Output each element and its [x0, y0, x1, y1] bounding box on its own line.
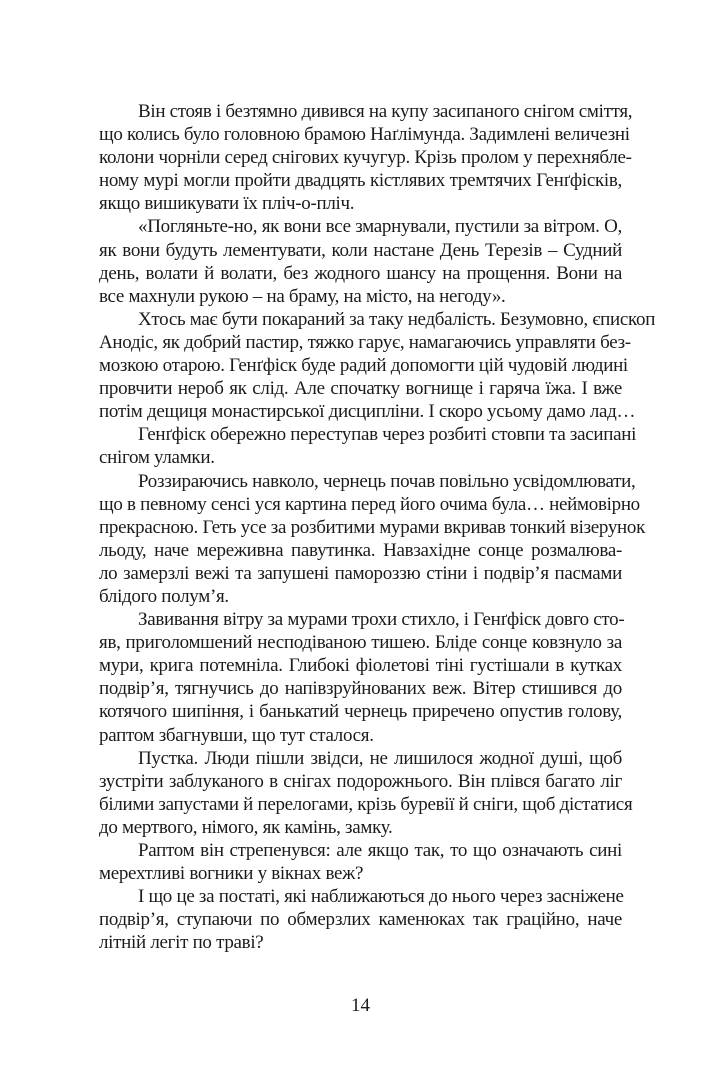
- text-line: Хтось має бути покараний за таку недбалість. Безумовно, єпископ: [138, 308, 656, 330]
- text-line: що в певному сенсі уся картина перед його очима була… неймовірно: [99, 493, 640, 515]
- text-line: Генґфіск обережно переступав через розбиті стовпи та засипані: [138, 424, 637, 446]
- text-line: якщо вишикувати їх пліч-о-пліч.: [99, 193, 355, 215]
- text-line: Раптом він стрепенувся: але якщо так, то що означають сині: [138, 840, 622, 861]
- text-line: білими запустами й перелогами, крізь буревії й сніги, щоб дістатися: [99, 793, 633, 815]
- text-line: все махнули рукою – на браму, на місто, на негоду».: [99, 285, 506, 307]
- text-line: льоду, наче мереживна павутинка. Навзахідне сонце розмалюва-: [99, 539, 622, 561]
- text-line: до мертвого, німого, як камінь, замку.: [99, 816, 393, 838]
- text-line: Завивання вітру за мурами трохи стихло, і Генґфіск довго сто-: [138, 609, 625, 631]
- text-line: літній легіт по траві?: [99, 932, 264, 954]
- text-line: що колись було головною брамою Наґлімунда. Задимлені величезні: [99, 124, 630, 146]
- text-line: провчити нероб як слід. Але спочатку вогнище і гаряча їжа. І вже: [99, 378, 622, 400]
- text-line: Він стояв і безтямно дивився на купу засипаного снігом сміття,: [138, 101, 633, 122]
- text-line: снігом уламки.: [99, 447, 215, 469]
- text-line: потім дещиця монастирської дисципліни. І скоро усьому дамо лад…: [99, 401, 636, 423]
- text-line: прекрасною. Геть усе за розбитими мурами вкривав тонкий візерунок: [99, 516, 646, 538]
- text-line: раптом збагнувши, що тут сталося.: [99, 724, 374, 746]
- text-line: подвір’я, ступаючи по обмерзлих каменюках так граційно, наче: [99, 909, 622, 931]
- text-line: котячого шипіння, і банькатий чернець приречено опустив голову,: [99, 701, 622, 723]
- text-line: мури, крига потемніла. Глибокі фіолетові тіні густішали в кутках: [99, 655, 622, 677]
- text-line: блідого полум’я.: [99, 585, 229, 607]
- text-line: мерехтливі вогники у вікнах веж?: [99, 863, 364, 885]
- book-text: [99, 100, 656, 954]
- text-line: яв, приголомшений несподіваною тишею. Бліде сонце ковзнуло за: [99, 632, 622, 654]
- text-line: зустріти заблуканого в снігах подорожнього. Він плівся багато ліг: [99, 770, 622, 792]
- text-line: колони чорніли серед снігових кучугур. Крізь пролом у перехнябле-: [99, 147, 632, 169]
- text-line: Роззираючись навколо, чернець почав повільно усвідомлювати,: [138, 470, 636, 492]
- text-line: ному мурі могли пройти двадцять кістлявих тремтячих Генґфісків,: [99, 170, 622, 192]
- text-line: Анодіс, як добрий пастир, тяжко гарує, намагаючись управляти без-: [99, 331, 631, 353]
- text-line: ло замерзлі вежі та запушені памороззю стіни і подвір’я пасмами: [99, 562, 622, 584]
- text-line: «Погляньте-но, як вони все змарнували, пустили за вітром. О,: [138, 216, 622, 238]
- text-line: як вони будуть лементувати, коли настане День Терезів – Судний: [99, 239, 622, 261]
- text-line: подвір’я, тягнучись до напівзруйнованих веж. Вітер стишився до: [99, 678, 622, 700]
- text-line: день, волати й волати, без жодного шансу на прощення. Вони на: [99, 262, 622, 284]
- text-line: Пустка. Люди пішли звідси, не лишилося жодної душі, щоб: [138, 747, 622, 769]
- text-line: І що це за постаті, які наближаються до нього через засніжене: [138, 886, 624, 908]
- text-line: мозкою отарою. Генґфіск буде радий допомогти цій чудовій людині: [99, 355, 628, 377]
- page-number: 14: [351, 995, 370, 1017]
